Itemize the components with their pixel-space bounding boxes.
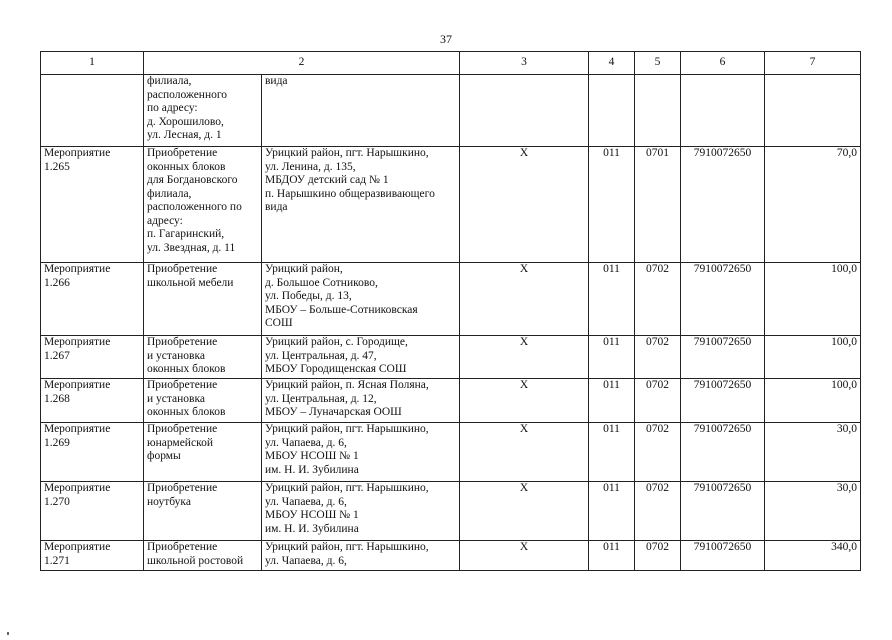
row-col7: 100,0	[765, 263, 861, 336]
row-col6: 7910072650	[681, 423, 765, 482]
row-col7: 30,0	[765, 423, 861, 482]
row-id: Мероприятие 1.268	[41, 379, 144, 423]
row-id: Мероприятие 1.270	[41, 482, 144, 541]
row-id: Мероприятие 1.266	[41, 263, 144, 336]
row-col5: 0702	[635, 336, 681, 379]
header-col-1: 1	[41, 52, 144, 75]
row-col3: Х	[460, 482, 589, 541]
row-col6: 7910072650	[681, 147, 765, 263]
table-row	[41, 379, 861, 423]
row-id: Мероприятие 1.267	[41, 336, 144, 379]
row-name: Приобретение оконных блоков для Богдановского филиала, расположенного по адресу: п. Гагаринский, ул. Звездная, д. 11	[144, 147, 262, 263]
budget-table	[40, 51, 861, 571]
row-address: Урицкий район, пгт. Нарышкино, ул. Чапаева, д. 6, МБОУ НСОШ № 1 им. Н. И. Зубилина	[262, 482, 460, 541]
row-col3	[460, 75, 589, 147]
row-col6: 7910072650	[681, 482, 765, 541]
row-col6: 7910072650	[681, 336, 765, 379]
row-address: Урицкий район, пгт. Нарышкино, ул. Ленина, д. 135, МБДОУ детский сад № 1 п. Нарышкино общеразвивающего вида	[262, 147, 460, 263]
row-col4: 011	[589, 482, 635, 541]
row-col5: 0702	[635, 423, 681, 482]
table-row	[41, 482, 861, 541]
row-address: Урицкий район, с. Городище, ул. Центральная, д. 47, МБОУ Городищенская СОШ	[262, 336, 460, 379]
row-address: Урицкий район, п. Ясная Поляна, ул. Центральная, д. 12, МБОУ – Луначарская ООШ	[262, 379, 460, 423]
row-col5: 0702	[635, 263, 681, 336]
row-name: Приобретение школьной ростовой	[144, 541, 262, 571]
row-col4	[589, 75, 635, 147]
table-row	[41, 75, 861, 147]
row-col3: Х	[460, 541, 589, 571]
row-id: Мероприятие 1.269	[41, 423, 144, 482]
row-col3: Х	[460, 423, 589, 482]
row-col4: 011	[589, 147, 635, 263]
row-col7: 100,0	[765, 336, 861, 379]
row-col7: 30,0	[765, 482, 861, 541]
row-col6	[681, 75, 765, 147]
row-col4: 011	[589, 379, 635, 423]
row-col4: 011	[589, 263, 635, 336]
row-name: Приобретение юнармейской формы	[144, 423, 262, 482]
header-col-7: 7	[765, 52, 861, 75]
scan-speck	[7, 632, 9, 635]
row-col5: 0702	[635, 541, 681, 571]
row-col7: 340,0	[765, 541, 861, 571]
row-col6: 7910072650	[681, 379, 765, 423]
table-row	[41, 336, 861, 379]
row-col5: 0702	[635, 482, 681, 541]
row-address: Урицкий район, д. Большое Сотниково, ул. Победы, д. 13, МБОУ – Больше-Сотниковская СОШ	[262, 263, 460, 336]
header-col-2: 2	[144, 52, 460, 75]
header-col-4: 4	[589, 52, 635, 75]
row-col6: 7910072650	[681, 263, 765, 336]
row-name: Приобретение школьной мебели	[144, 263, 262, 336]
row-col6: 7910072650	[681, 541, 765, 571]
row-col3: Х	[460, 147, 589, 263]
row-col5: 0702	[635, 379, 681, 423]
row-col3: Х	[460, 379, 589, 423]
row-id	[41, 75, 144, 147]
row-address: вида	[262, 75, 460, 147]
header-col-3: 3	[460, 52, 589, 75]
row-id: Мероприятие 1.271	[41, 541, 144, 571]
table-row	[41, 423, 861, 482]
row-name: Приобретение ноутбука	[144, 482, 262, 541]
table-row	[41, 147, 861, 263]
row-col7: 70,0	[765, 147, 861, 263]
row-col3: Х	[460, 336, 589, 379]
table-row	[41, 263, 861, 336]
row-col4: 011	[589, 541, 635, 571]
row-name: Приобретение и установка оконных блоков	[144, 336, 262, 379]
row-id: Мероприятие 1.265	[41, 147, 144, 263]
table-row	[41, 541, 861, 571]
row-col4: 011	[589, 336, 635, 379]
header-row	[41, 52, 861, 75]
row-col7	[765, 75, 861, 147]
row-name: филиала, расположенного по адресу: д. Хорошилово, ул. Лесная, д. 1	[144, 75, 262, 147]
row-col3: Х	[460, 263, 589, 336]
row-address: Урицкий район, пгт. Нарышкино, ул. Чапаева, д. 6,	[262, 541, 460, 571]
row-col5: 0701	[635, 147, 681, 263]
header-col-5: 5	[635, 52, 681, 75]
page-number: 37	[440, 32, 452, 46]
row-col4: 011	[589, 423, 635, 482]
row-col5	[635, 75, 681, 147]
row-address: Урицкий район, пгт. Нарышкино, ул. Чапаева, д. 6, МБОУ НСОШ № 1 им. Н. И. Зубилина	[262, 423, 460, 482]
header-col-6: 6	[681, 52, 765, 75]
row-name: Приобретение и установка оконных блоков	[144, 379, 262, 423]
row-col7: 100,0	[765, 379, 861, 423]
